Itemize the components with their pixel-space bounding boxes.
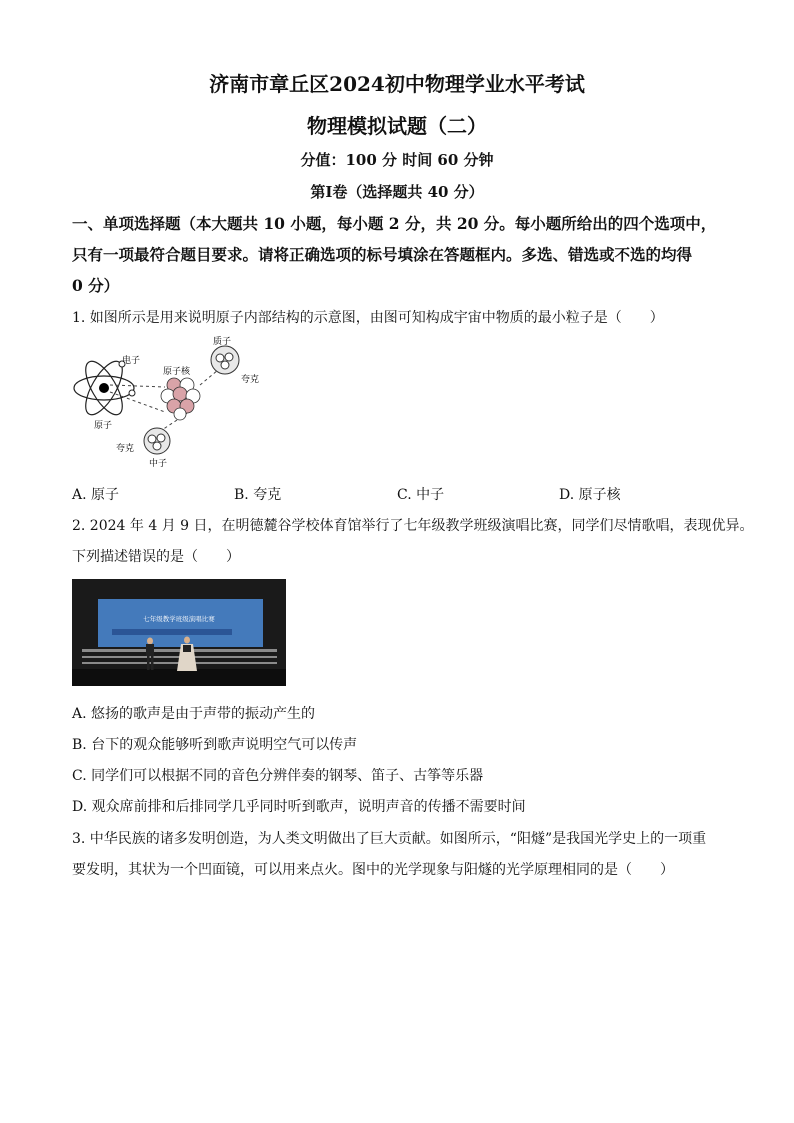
label-quark-top: 夸克: [241, 375, 260, 385]
singing-contest-photo: [72, 579, 286, 686]
label-atom: 原子: [94, 421, 113, 431]
q1-option-c: C. 中子: [397, 487, 445, 503]
q2-stem-line-1: 2. 2024 年 4 月 9 日，在明德麓谷学校体育馆举行了七年级教学班级演唱比赛，同学们尽情歌唱，表现优异。: [72, 518, 754, 534]
q1-stem: 1. 如图所示是用来说明原子内部结构的示意图，由图可知构成宇宙中物质的最小粒子是（ ）: [72, 310, 664, 326]
score-time: 分值：100 分 时间 60 分钟: [300, 151, 494, 169]
section-instruction-line-2: 只有一项最符合题目要求。请将正确选项的标号填涂在答题框内。多选、错选或不选的均得: [72, 245, 693, 264]
q2-option-a: A. 悠扬的歌声是由于声带的振动产生的: [72, 706, 316, 722]
exam-subtitle: 物理模拟试题（二）: [307, 114, 487, 138]
q3-stem-line-1: 3. 中华民族的诸多发明创造，为人类文明做出了巨大贡献。如图所示，“阳燧”是我国光学史上的一项重: [72, 831, 707, 847]
q1-option-b: B. 夸克: [234, 487, 282, 503]
photo-banner-text: 七年级教学班级演唱比赛: [143, 615, 215, 623]
label-electron: 电子: [122, 356, 141, 366]
q2-option-d: D. 观众席前排和后排同学几乎同时听到歌声，说明声音的传播不需要时间: [72, 799, 526, 815]
atom-structure-figure: [70, 330, 280, 475]
section-instruction-line-3: 0 分）: [72, 276, 120, 295]
section-instruction-line-1: 一、单项选择题（本大题共 10 小题，每小题 2 分，共 20 分。每小题所给出的四个选项中，: [72, 214, 717, 233]
label-proton: 质子: [213, 337, 232, 347]
exam-title: 济南市章丘区2024初中物理学业水平考试: [209, 72, 585, 96]
q3-stem-line-2: 要发明，其状为一个凹面镜，可以用来点火。图中的光学现象与阳燧的光学原理相同的是（ ）: [72, 862, 674, 878]
q2-option-c: C. 同学们可以根据不同的音色分辨伴奏的钢琴、笛子、古筝等乐器: [72, 768, 484, 784]
label-nucleus: 原子核: [163, 367, 191, 377]
volume-heading: 第Ⅰ卷（选择题共 40 分）: [310, 183, 484, 201]
label-neutron: 中子: [149, 459, 168, 469]
q1-option-a: A. 原子: [72, 487, 120, 503]
q2-stem-line-2: 下列描述错误的是（ ）: [72, 549, 240, 565]
label-quark-bottom: 夸克: [116, 444, 135, 454]
q1-option-d: D. 原子核: [559, 487, 621, 503]
q2-option-b: B. 台下的观众能够听到歌声说明空气可以传声: [72, 737, 358, 753]
